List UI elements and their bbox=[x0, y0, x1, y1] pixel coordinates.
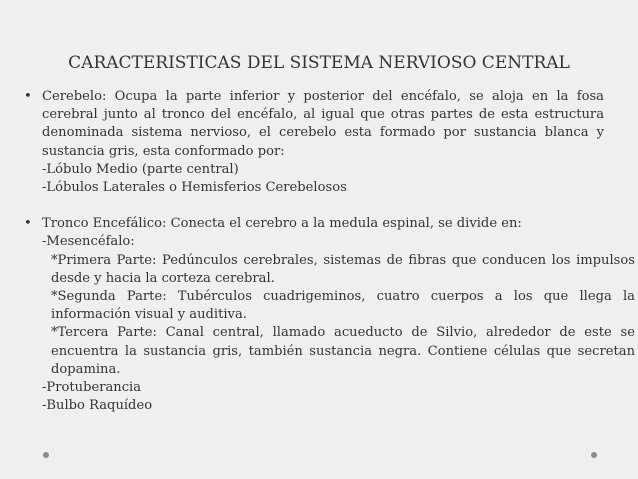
list-line: -Lóbulos Laterales o Hemisferios Cerebelosos bbox=[42, 180, 347, 196]
bullet-item-cerebelo bbox=[22, 88, 634, 197]
list-line: -Lóbulo Medio (parte central) bbox=[42, 161, 239, 177]
bullet-item-tronco bbox=[22, 215, 634, 415]
bullet-marker: • bbox=[24, 216, 32, 232]
bullet-marker: • bbox=[24, 89, 32, 104]
bullet-paragraph: Tronco Encefálico: Conecta el cerebro a la medula espinal, se divide en: bbox=[42, 216, 522, 232]
list-line: -Mesencéfalo: bbox=[42, 234, 135, 250]
decorative-dot bbox=[591, 452, 597, 458]
subpart-paragraph: *Tercera Parte: Canal central, llamado acueducto de Silvio, alrededor de este se encuentra la sustancia gris, también sustancia negra. Contiene células que secretan dopamina. bbox=[51, 325, 635, 377]
slide-title: CARACTERISTICAS DEL SISTEMA NERVIOSO CENTRAL bbox=[68, 53, 570, 73]
list-line: -Protuberancia bbox=[42, 380, 142, 396]
bullet-paragraph: Cerebelo: Ocupa la parte inferior y posterior del encéfalo, se aloja en la fosa cerebral junto al tronco del encéfalo, al igual que otras partes de esta estructura denominada sistema nervioso, el cerebelo esta formado por sustancia blanca y sustancia gris, esta conformado por: bbox=[42, 89, 604, 159]
list-line: -Bulbo Raquídeo bbox=[42, 398, 153, 414]
subpart-paragraph: *Primera Parte: Pedúnculos cerebrales, sistemas de fibras que conducen los impulsos desde y hacia la corteza cerebral. bbox=[51, 252, 635, 286]
decorative-dot bbox=[43, 452, 49, 458]
subpart-paragraph: *Segunda Parte: Tubérculos cuadrigeminos, cuatro cuerpos a los que llega la información visual y auditiva. bbox=[51, 289, 635, 323]
spacer bbox=[22, 197, 634, 215]
slide-content bbox=[22, 88, 634, 415]
